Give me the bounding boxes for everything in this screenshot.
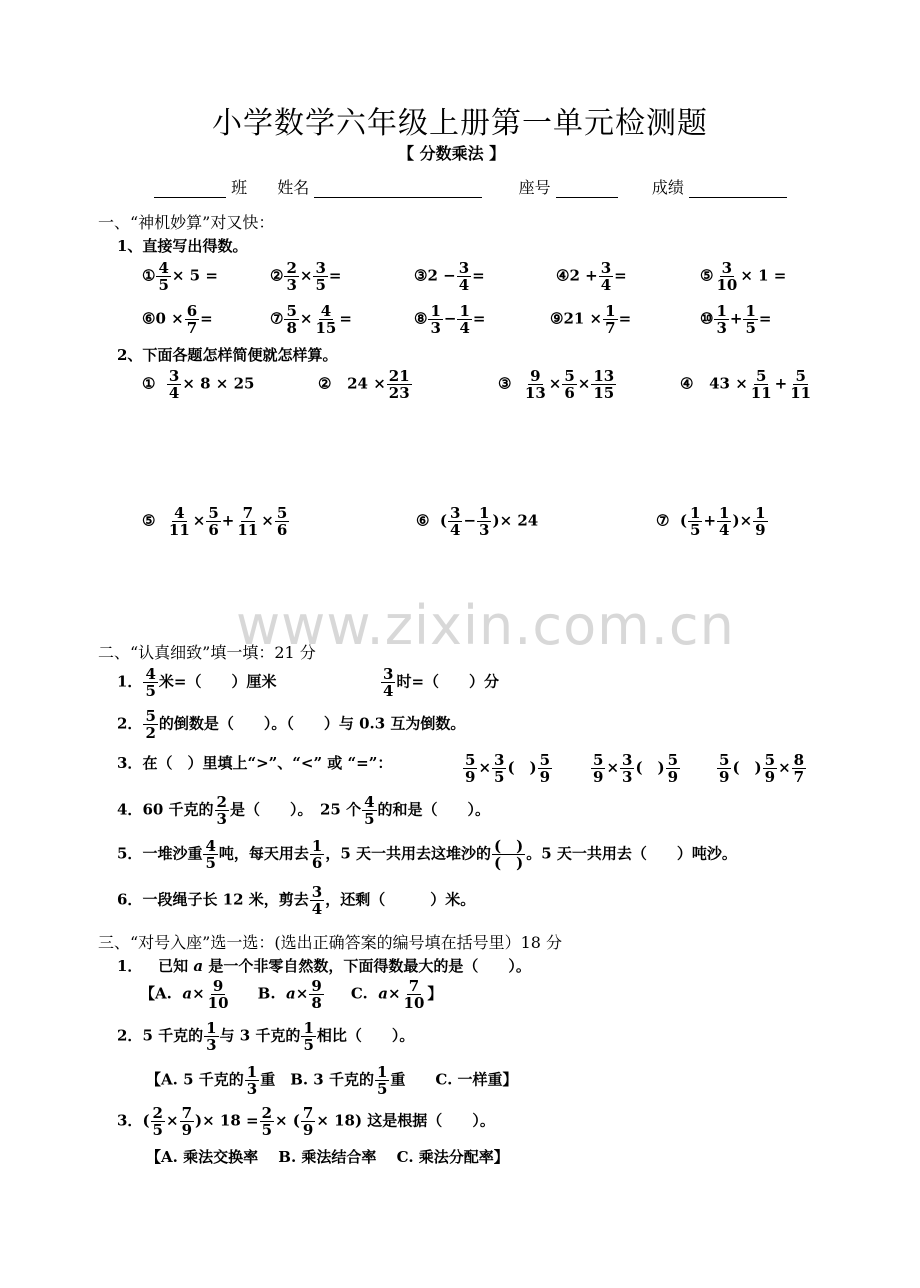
- fraction: $\frac{9}{13}$: [524, 367, 546, 402]
- fraction: $\frac{5}{9}$: [539, 751, 551, 786]
- q2-item-6: ⑥ ( $\frac{3}{4}$ − $\frac{1}{3}$ )× 24: [416, 504, 539, 539]
- fraction: $\frac{5}{6}$: [276, 504, 288, 539]
- s2-line-5: 5．一堆沙重 $\frac{4}{5}$ 吨，每天用去 $\frac{1}{6}$ ，5 天一共用去这堆沙的 $\frac{( )}{( )}$ 。5 天一共用去（ ）吨沙。: [117, 837, 737, 872]
- section2-heading: 二、“认真细致”填一填：21 分: [98, 643, 316, 662]
- fraction: $\frac{4}{5}$: [145, 665, 156, 700]
- fraction: $\frac{1}{9}$: [755, 504, 766, 539]
- s3-q1: 1． 已知 a 是一个非零自然数，下面得数最大的是（ ）。: [117, 957, 531, 975]
- student-info-row: [154, 175, 787, 198]
- q1-item-1: ① $\frac{4}{5}$ × 5 =: [142, 259, 218, 294]
- fraction: $\frac{21}{23}$: [388, 367, 410, 402]
- fraction: $\frac{5}{9}$: [764, 751, 776, 786]
- s2-line-1: 1． $\frac{4}{5}$ 米=（ ）厘米: [117, 665, 277, 700]
- fraction: $\frac{7}{9}$: [302, 1104, 314, 1139]
- fraction: $\frac{7}{11}$: [237, 504, 259, 539]
- fraction: $\frac{7}{10}$: [403, 977, 425, 1012]
- watermark: www.zixin.com.cn: [236, 594, 735, 657]
- s2-line-3: 3．在（ ）里填上“>”、“<” 或 “=”：: [117, 754, 393, 772]
- fraction: $\frac{5}{9}$: [465, 751, 476, 786]
- fraction: $\frac{4}{5}$: [158, 259, 169, 294]
- fraction: $\frac{9}{8}$: [311, 977, 322, 1012]
- q1-item-10: ⑩ $\frac{1}{3}$ + $\frac{1}{5}$ =: [700, 302, 772, 337]
- fraction: $\frac{5}{8}$: [286, 302, 297, 337]
- fraction: $\frac{1}{3}$: [246, 1063, 258, 1098]
- fraction: $\frac{3}{3}$: [622, 751, 633, 786]
- s3-q2: 2．5 千克的 $\frac{1}{3}$ 与 3 千克的 $\frac{1}{5}$ 相比（ ）。: [117, 1019, 415, 1054]
- q2-title: 2、下面各题怎样简便就怎样算。: [117, 346, 338, 364]
- fraction: $\frac{3}{4}$: [311, 883, 323, 918]
- seat-label: 座号: [518, 178, 551, 197]
- fraction: $\frac{3}{4}$: [383, 665, 394, 700]
- fraction: $\frac{2}{3}$: [216, 793, 227, 828]
- fraction: $\frac{1}{6}$: [311, 837, 323, 872]
- q1-item-3: ③2 − $\frac{3}{4}$ =: [414, 259, 485, 294]
- q1-item-2: ② $\frac{2}{3}$ × $\frac{3}{5}$ =: [270, 259, 342, 294]
- fraction: $\frac{5}{9}$: [719, 751, 730, 786]
- page-title: 小学数学六年级上册第一单元检测题: [212, 106, 708, 141]
- fraction: $\frac{1}{7}$: [605, 302, 616, 337]
- q2-item-3: ③ $\frac{9}{13}$ × $\frac{5}{6}$ × $\frac{13}{15}$: [498, 367, 615, 402]
- name-field[interactable]: [314, 178, 482, 198]
- class-field[interactable]: [154, 178, 226, 198]
- fraction: $\frac{1}{5}$: [690, 504, 701, 539]
- fraction: $\frac{5}{2}$: [145, 707, 156, 742]
- fraction: $\frac{4}{5}$: [364, 793, 375, 828]
- s2-compare-2: $\frac{5}{9}$ × $\frac{3}{3}$ ( ) $\frac{5}{9}$: [593, 751, 679, 786]
- fraction: $\frac{6}{7}$: [186, 302, 198, 337]
- fraction: $\frac{2}{3}$: [286, 259, 297, 294]
- fraction: $\frac{1}{3}$: [479, 504, 490, 539]
- fraction: $\frac{7}{9}$: [181, 1104, 192, 1139]
- q1-title: 1、直接写出得数。: [117, 237, 248, 255]
- s3-q2-options: 【A. 5 千克的 $\frac{1}{3}$ 重 B. 3 千克的 $\frac{1}{5}$ 重 C. 一样重】: [146, 1063, 518, 1098]
- q2-item-2: ② 24 × $\frac{21}{23}$: [318, 367, 410, 402]
- fraction: $\frac{5}{6}$: [564, 367, 575, 402]
- s2-compare-1: $\frac{5}{9}$ × $\frac{3}{5}$ ( ) $\frac{5}{9}$: [465, 751, 551, 786]
- fraction: $\frac{1}{5}$: [303, 1019, 314, 1054]
- q2-item-7: ⑦ ( $\frac{1}{5}$ + $\frac{1}{4}$ )× $\frac{1}{9}$: [656, 504, 766, 539]
- fraction: $\frac{5}{11}$: [790, 367, 812, 402]
- q1-item-6: ⑥0 × $\frac{6}{7}$ =: [142, 302, 213, 337]
- fraction: $\frac{1}{4}$: [719, 504, 730, 539]
- q1-item-5: ⑤ $\frac{3}{10}$ × 1 =: [700, 259, 787, 294]
- fraction: $\frac{3}{4}$: [450, 504, 461, 539]
- s2-line-4: 4．60 千克的 $\frac{2}{3}$ 是（ ）。 25 个 $\frac{4}{5}$ 的和是（ ）。: [117, 793, 491, 828]
- q2-item-1: ① $\frac{3}{4}$ × 8 × 25: [142, 367, 255, 402]
- fraction: $\frac{8}{7}$: [793, 751, 805, 786]
- fraction: $\frac{13}{15}$: [593, 367, 615, 402]
- fraction: $\frac{5}{9}$: [667, 751, 679, 786]
- s3-q1-options: 【A. a× $\frac{9}{10}$ B. a× $\frac{9}{8}$ C. a× $\frac{7}{10}$ 】: [140, 977, 443, 1012]
- s3-q3-options: 【A. 乘法交换率 B. 乘法结合率 C. 乘法分配率】: [146, 1148, 509, 1166]
- answer-fraction-blank[interactable]: $\frac{( )}{( )}$: [494, 837, 524, 872]
- q1-item-9: ⑨21 × $\frac{1}{7}$ =: [550, 302, 632, 337]
- fraction: $\frac{1}{3}$: [430, 302, 441, 337]
- fraction: $\frac{3}{5}$: [494, 751, 505, 786]
- fraction: $\frac{2}{5}$: [261, 1104, 272, 1139]
- s3-q3: 3．( $\frac{2}{5}$ × $\frac{7}{9}$ )× 18 = $\frac{2}{5}$ × ( $\frac{7}{9}$ × 18) 这是根据（ ）。: [117, 1104, 495, 1139]
- fraction: $\frac{5}{9}$: [593, 751, 604, 786]
- fraction: $\frac{3}{4}$: [458, 259, 470, 294]
- seat-field[interactable]: [556, 178, 618, 198]
- fraction: $\frac{3}{4}$: [168, 367, 180, 402]
- q1-item-4: ④2 + $\frac{3}{4}$ =: [556, 259, 627, 294]
- q1-item-8: ⑧ $\frac{1}{3}$ − $\frac{1}{4}$ =: [414, 302, 486, 337]
- fraction: $\frac{1}{3}$: [716, 302, 727, 337]
- score-label: 成绩: [651, 178, 684, 197]
- section1-heading: 一、“神机妙算”对又快：: [98, 213, 275, 232]
- fraction: $\frac{9}{10}$: [207, 977, 229, 1012]
- class-label: 班: [231, 178, 248, 197]
- fraction: $\frac{5}{6}$: [208, 504, 219, 539]
- s2-line-1b: $\frac{3}{4}$ 时=（ ）分: [383, 665, 500, 700]
- fraction: $\frac{2}{5}$: [152, 1104, 163, 1139]
- fraction: $\frac{1}{3}$: [206, 1019, 217, 1054]
- q1-item-7: ⑦ $\frac{5}{8}$ × $\frac{4}{15}$ =: [270, 302, 352, 337]
- score-field[interactable]: [689, 178, 787, 198]
- fraction: $\frac{4}{5}$: [205, 837, 216, 872]
- q2-item-5: ⑤ $\frac{4}{11}$ × $\frac{5}{6}$ + $\frac{7}{11}$ × $\frac{5}{6}$: [142, 504, 288, 539]
- fraction: $\frac{3}{4}$: [600, 259, 612, 294]
- q2-item-4: ④ 43 × $\frac{5}{11}$ + $\frac{5}{11}$: [680, 367, 812, 402]
- fraction: $\frac{4}{11}$: [168, 504, 190, 539]
- subtitle: 【 分数乘法 】: [398, 144, 506, 163]
- fraction: $\frac{1}{4}$: [459, 302, 470, 337]
- s2-line-2: 2． $\frac{5}{2}$ 的倒数是（ ）。（ ）与 0.3 互为倒数。: [117, 707, 466, 742]
- fraction: $\frac{3}{5}$: [315, 259, 326, 294]
- fraction: $\frac{4}{15}$: [315, 302, 337, 337]
- s2-compare-3: $\frac{5}{9}$ ( ) $\frac{5}{9}$ × $\frac{8}{7}$: [719, 751, 805, 786]
- name-label: 姓名: [277, 178, 310, 197]
- fraction: $\frac{1}{5}$: [376, 1063, 388, 1098]
- fraction: $\frac{3}{10}$: [716, 259, 738, 294]
- fraction: $\frac{1}{5}$: [745, 302, 756, 337]
- fraction: $\frac{5}{11}$: [750, 367, 772, 402]
- s2-line-6: 6．一段绳子长 12 米，剪去 $\frac{3}{4}$ ，还剩（ ）米。: [117, 883, 476, 918]
- section3-heading: 三、“对号入座”选一选：(选出正确答案的编号填在括号里）18 分: [98, 933, 563, 952]
